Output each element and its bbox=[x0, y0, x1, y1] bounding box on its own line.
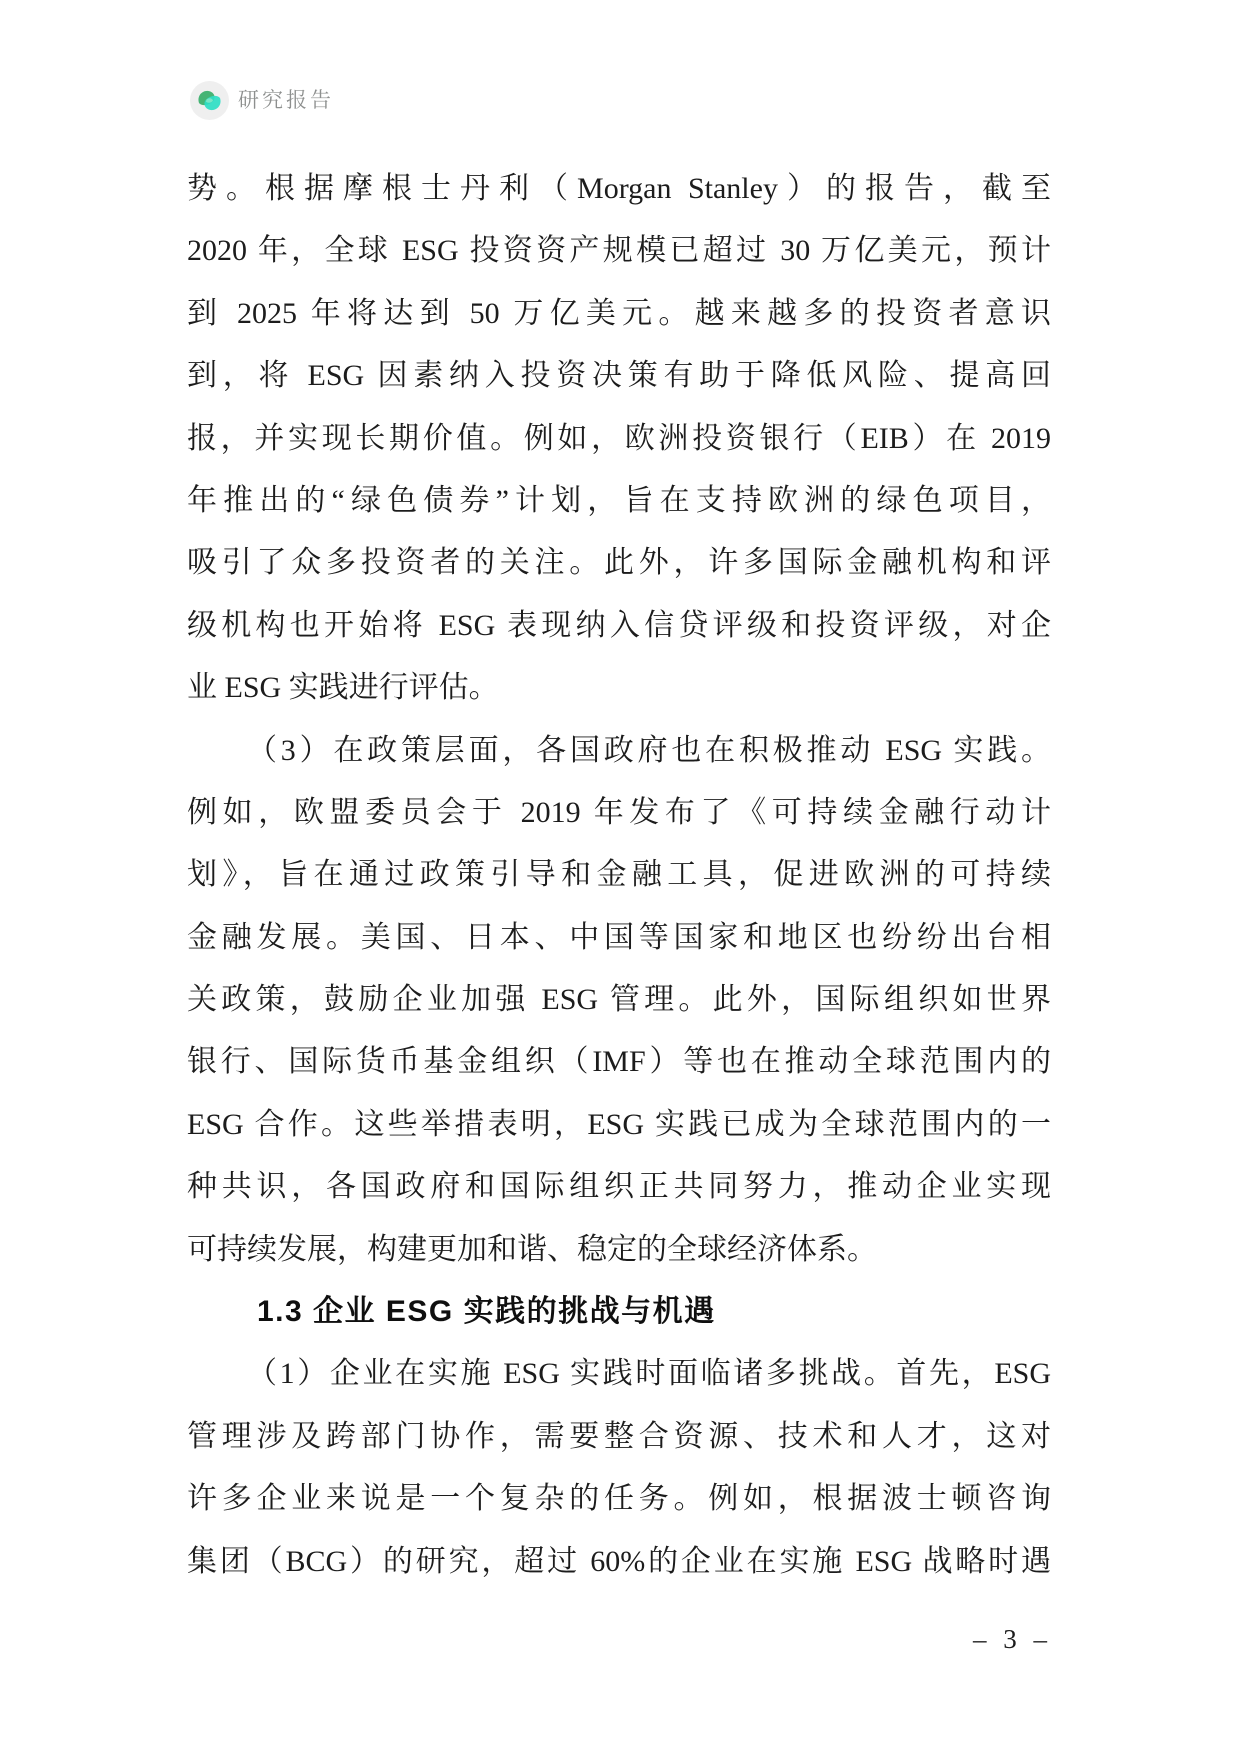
body-line: 关政策，鼓励企业加强 ESG 管理。此外，国际组织如世界 bbox=[187, 983, 1051, 1017]
body-line: 划》，旨在通过政策引导和金融工具，促进欧洲的可持续 bbox=[187, 858, 1051, 892]
body-line: 势。根据摩根士丹利（Morgan Stanley）的报告，截至 bbox=[187, 172, 1051, 205]
body-line: 银行、国际货币基金组织（IMF）等也在推动全球范围内的 bbox=[187, 1045, 1051, 1079]
body-line: 报，并实现长期价值。例如，欧洲投资银行（EIB）在 2019 bbox=[187, 421, 1051, 455]
body-line: 可持续发展，构建更加和谐、稳定的全球经济体系。 bbox=[187, 1232, 877, 1266]
body-line: 集团（BCG）的研究，超过 60%的企业在实施 ESG 战略时遇 bbox=[187, 1544, 1051, 1578]
document-body bbox=[187, 158, 1051, 1593]
body-line: 2020 年，全球 ESG 投资资产规模已超过 30 万亿美元，预计 bbox=[187, 234, 1051, 268]
report-logo-icon bbox=[189, 80, 230, 121]
brand-label: 研究报告 bbox=[238, 88, 334, 112]
body-line: 例如，欧盟委员会于 2019 年发布了《可持续金融行动计 bbox=[187, 795, 1051, 829]
body-line: 管理涉及跨部门协作，需要整合资源、技术和人才，这对 bbox=[187, 1419, 1051, 1453]
body-line: 级机构也开始将 ESG 表现纳入信贷评级和投资评级，对企 bbox=[187, 608, 1051, 642]
body-line: 业 ESG 实践进行评估。 bbox=[187, 671, 499, 705]
body-line: 许多企业来说是一个复杂的任务。例如，根据波士顿咨询 bbox=[187, 1482, 1051, 1516]
body-line: 到 2025 年将达到 50 万亿美元。越来越多的投资者意识 bbox=[187, 296, 1051, 330]
body-line: 金融发展。美国、日本、中国等国家和地区也纷纷出台相 bbox=[187, 920, 1051, 954]
body-line: （3）在政策层面，各国政府也在积极推动 ESG 实践。 bbox=[247, 733, 1051, 767]
body-line: （1）企业在实施 ESG 实践时面临诸多挑战。首先，ESG bbox=[247, 1357, 1051, 1391]
page-number: – 3 – bbox=[973, 1624, 1052, 1654]
body-line: 年推出的“绿色债券”计划，旨在支持欧洲的绿色项目， bbox=[187, 483, 1051, 517]
body-line: 到，将 ESG 因素纳入投资决策有助于降低风险、提高回 bbox=[187, 359, 1051, 393]
section-heading: 1.3 企业 ESG 实践的挑战与机遇 bbox=[257, 1295, 716, 1329]
body-line: 吸引了众多投资者的关注。此外，许多国际金融机构和评 bbox=[187, 546, 1051, 580]
body-line: ESG 合作。这些举措表明，ESG 实践已成为全球范围内的一 bbox=[187, 1107, 1051, 1141]
page-header bbox=[0, 0, 1240, 140]
body-line: 种共识，各国政府和国际组织正共同努力，推动企业实现 bbox=[187, 1170, 1051, 1204]
